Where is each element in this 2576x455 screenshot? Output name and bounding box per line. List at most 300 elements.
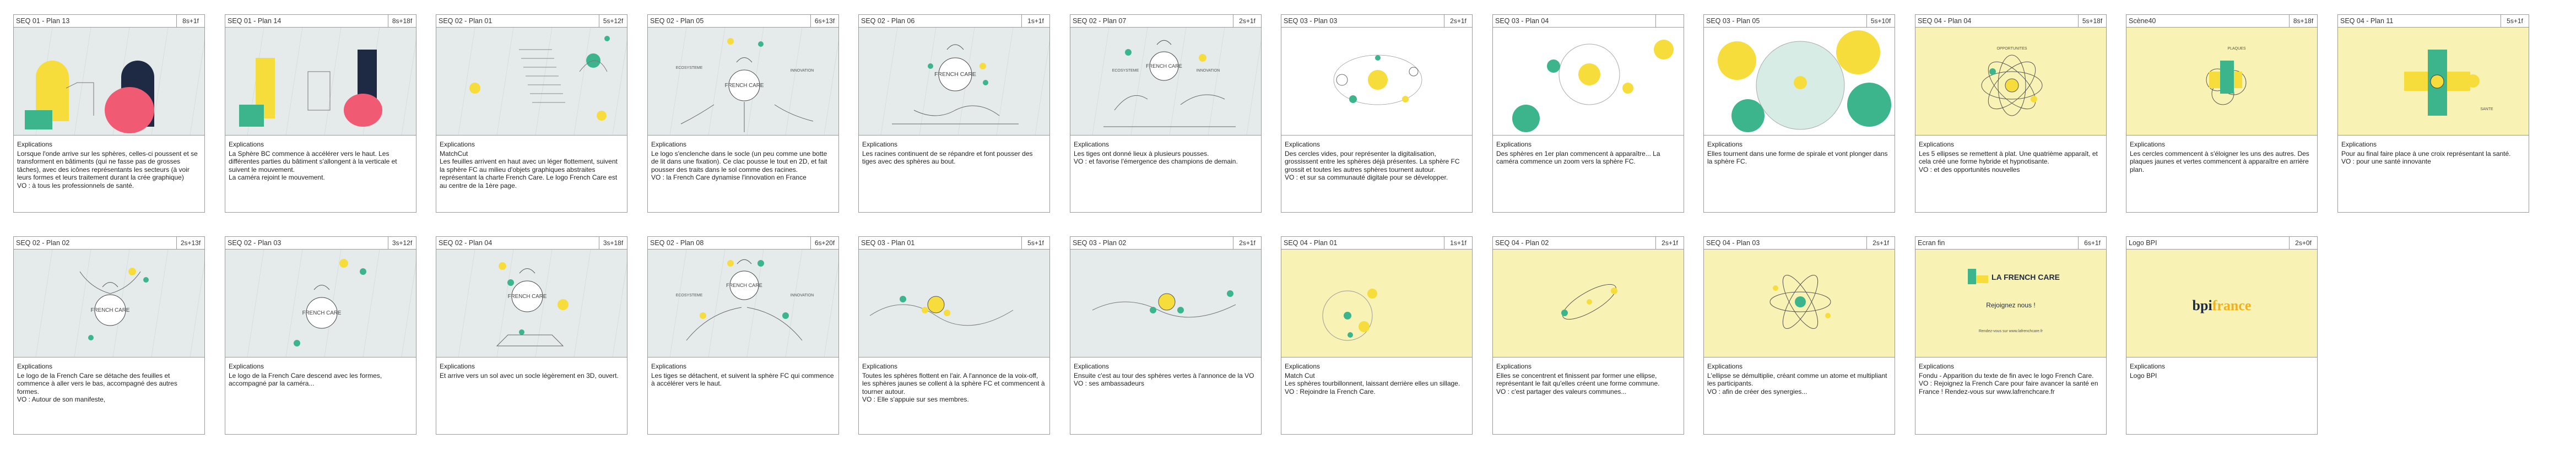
description-body: MatchCut Les feuilles arrivent en haut avec un léger flottement, suivent la sphère FC au milieu d'objets graphiques abstraites représentant la charte French Care. Le logo French Care est au centre de la 1ère page. [440,149,618,189]
dot [983,80,988,85]
panel-header [1915,15,2106,28]
description-title: Explications [1496,362,1532,370]
description-body: Le logo s'enclenche dans le socle (un peu comme une botte de lit dans une fixation). Ce clac pousse le tout en 2D, et fait pousser des traits dans le sol comme des racines. VO : la French Care dynamise l'innovation en France [651,149,827,181]
description-title: Explications [1074,362,1110,370]
dot [1227,290,1233,297]
dot [558,299,569,310]
panel-illustration [225,28,416,136]
storyboard-panel [1281,236,1473,435]
description-body: Pour au final faire place à une croix représentant la santé. VO : pour une santé innovante [2341,149,2511,165]
scene-name: SEQ 01 - Plan 14 [228,17,282,25]
sketch [648,250,838,357]
dot [339,259,348,268]
storyboard-panel [225,236,416,435]
dot [1199,54,1206,62]
shot-duration: 8s+18f [2289,15,2317,27]
description-title: Explications [440,362,475,370]
shot-duration: 5s+12f [599,15,627,27]
scene-name: SEQ 03 - Plan 04 [1495,17,1549,25]
panel-illustration [1281,250,1472,358]
plate-teal [2220,61,2234,94]
scene-name: SEQ 03 - Plan 05 [1706,17,1760,25]
shot-duration: 6s+1f [2078,237,2106,249]
scene-name: SEQ 04 - Plan 11 [2340,17,2394,25]
fc-label: FRENCH CARE [302,310,342,316]
description-title: Explications [1707,362,1743,370]
foreground-sphere [1654,40,1674,59]
storyboard-panel [1915,236,2107,435]
shot-duration: 3s+12f [388,237,416,249]
panel-illustration [2338,28,2529,136]
panel-illustration [859,28,1049,136]
sketch [1704,28,1895,135]
sketch [1493,28,1684,135]
fc-label: FRENCH CARE [724,83,764,89]
description-body: Logo BPI [2130,371,2157,380]
dot [1177,307,1184,313]
fc-sphere [1578,63,1600,85]
fc-label: FRENCH CARE [90,307,130,313]
dot [928,63,933,69]
arm-sphere [2466,74,2480,88]
storyboard-panel [647,14,839,213]
fc-sphere [1368,70,1388,90]
storyboard-panel [13,14,205,213]
sketch-note: ECOSYSTEME [1112,69,1139,73]
scene-name: SEQ 03 - Plan 02 [1073,239,1127,247]
sphere [1359,321,1370,332]
sketch [436,250,627,357]
fc-sphere [928,296,944,313]
panel-description [862,362,1046,404]
small-sphere [597,111,607,121]
shot-duration: 5s+1f [2501,15,2529,27]
sketch [1704,250,1895,357]
panel-description [2130,362,2314,380]
description-body: Les 5 ellipses se remettent à plat. Une quatrième apparaît, et cela créé une forme hybride et hypnotisante. VO : et des opportunités nouvelles [1919,149,2098,174]
panel-header [14,237,204,250]
panel-illustration [1281,28,1472,136]
description-body: Les tiges se détachent, et suivent la sphère FC qui commence à accélérer vers le haut. [651,371,834,387]
tower-teal [239,105,264,127]
panel-description [1707,362,1891,396]
sketch [859,250,1049,357]
panel-header [1915,237,2106,250]
sketch [1915,250,2106,357]
description-body: Le logo de la French Care descend avec les formes, accompagné par la caméra... [229,371,382,387]
fc-label: FRENCH CARE [934,71,976,78]
panel-illustration [2126,28,2317,136]
panel-header [1281,237,1472,250]
sketch-note: OPPORTUNITES [1996,47,2027,51]
storyboard-panel [647,236,839,435]
foreground-sphere [1512,105,1540,132]
storyboard-panel [1070,14,1262,213]
panel-illustration [436,250,627,358]
dot [922,307,928,313]
panel-description [1919,140,2103,174]
shot-duration: 2s+1f [1233,15,1261,27]
panel-illustration [14,28,204,136]
storyboard-panel [1070,236,1262,435]
description-title: Explications [229,140,264,148]
dot [499,262,506,270]
sketch [14,28,204,135]
center-sphere [2431,75,2444,88]
scene-name: SEQ 02 - Plan 04 [439,239,493,247]
storyboard-panel [436,236,627,435]
dot [1125,49,1132,56]
tower-pink [344,94,382,127]
panel-header [1070,237,1261,250]
panel-illustration [648,250,838,358]
dot [143,277,149,283]
sphere [1718,41,1756,80]
panel-header [1281,15,1472,28]
sketch [1493,250,1684,357]
scene-name: Ecran fin [1918,239,1945,247]
description-title: Explications [2341,140,2377,148]
panel-description [1496,140,1680,166]
sketch-note: ECOSYSTEME [675,66,703,70]
shot-duration: 2s+1f [1444,15,1472,27]
shot-duration: 6s+20f [810,237,838,249]
shot-duration: 1s+1f [1444,237,1472,249]
sketch [225,250,416,357]
shot-duration: 8s+18f [388,15,416,27]
scene-name: SEQ 02 - Plan 05 [650,17,704,25]
building-dome [36,61,69,94]
description-body: Lorsque l'onde arrive sur les sphères, celles-ci poussent et se transforment en bâtiments (qui ne fasse pas de grosses tâches), avec des icônes représentants les secteurs (à voir leurs formes et leurs traitement durant la crée graphique) VO : à tous les professionnels de santé. [17,149,198,189]
description-body: Des sphères en 1er plan commencent à apparaître... La caméra commence un zoom vers la sphère FC. [1496,149,1660,165]
shot-duration: 2s+1f [1233,237,1261,249]
end-url: Rendez-vous sur www.lafrenchcare.fr [1978,329,2043,333]
storyboard-panel [2337,14,2529,213]
dot [604,36,610,41]
description-body: Toutes les sphères flottent en l'air. A l'annonce de la voix-off, les sphères jaunes se collent à la sphère FC et commencent à tourner autour. VO : Elle s'appuie sur ses membres. [862,371,1045,403]
description-title: Explications [1919,362,1955,370]
sketch [859,28,1049,135]
dot [1344,312,1351,319]
shot-duration: 2s+1f [1655,237,1684,249]
shot-duration: 2s+0f [2289,237,2317,249]
sketch-note: INNOVATION [1196,69,1220,73]
panel-description [1496,362,1680,396]
shot-duration: 5s+18f [2078,15,2106,27]
storyboard-panel [2126,14,2318,213]
dot [2031,96,2037,102]
sketch [2126,28,2317,135]
dot [1611,288,1617,294]
panel-illustration [648,28,838,136]
dot [1587,299,1592,305]
scene-name: SEQ 04 - Plan 03 [1706,239,1760,247]
sketch [2338,28,2529,135]
description-title: Explications [1496,140,1532,148]
panel-illustration [1493,250,1684,358]
description-body: Le logo de la French Care se détache des feuilles et commence à aller vers le bas, accompagné des autres formes. VO : Autour de son manifeste, [17,371,177,403]
panel-description [1707,140,1891,166]
dot [294,340,300,346]
sphere [1402,96,1409,102]
shot-duration: 3s+18f [599,237,627,249]
storyboard-panel [1915,14,2107,213]
description-title: Explications [862,140,898,148]
description-title: Explications [651,140,687,148]
description-title: Explications [1285,140,1321,148]
storyboard-panel [1492,14,1684,213]
sketch [1915,28,2106,135]
description-body: Les cercles commencent à s'éloigner les uns des autres. Des plaques jaunes et vertes commencent à apparaître en arrière plan. [2130,149,2309,174]
panel-header [859,15,1049,28]
dot [1773,285,1778,291]
shot-duration: 2s+1f [1866,237,1895,249]
scene-name: SEQ 04 - Plan 04 [1918,17,1972,25]
panel-header [859,237,1049,250]
panel-header [1070,15,1261,28]
panel-header [1704,237,1895,250]
panel-description [17,140,201,189]
sketch [14,250,204,357]
shot-duration: 6s+13f [810,15,838,27]
shot-duration: 2s+13f [176,237,204,249]
description-body: Match Cut Les sphères tourbillonnent, laissant derrière elles un sillage. VO : Rejoindre la French Care. [1285,371,1460,396]
panel-header [225,15,416,28]
dot [979,63,986,69]
description-title: Explications [440,140,475,148]
scene-name: SEQ 04 - Plan 02 [1495,239,1549,247]
sketch-note: PLAQUES [2227,47,2246,51]
dot [360,268,366,275]
storyboard-panel [858,236,1050,435]
panel-illustration [1704,250,1895,358]
description-title: Explications [651,362,687,370]
dot [128,268,136,275]
scene-name: SEQ 03 - Plan 01 [861,239,915,247]
dot [1989,68,1996,75]
small-sphere [469,83,480,94]
sphere [1731,99,1765,132]
storyboard-panel [1703,14,1895,213]
panel-description [862,140,1046,166]
building-pink [105,87,154,133]
description-title: Explications [1707,140,1743,148]
storyboard-panel [1281,14,1473,213]
description-title: Explications [1919,140,1955,148]
sketch [648,28,838,135]
small-sphere [758,41,764,47]
shot-duration [1655,15,1684,27]
sphere [1547,59,1560,73]
dot [88,335,94,340]
sketch-note: INNOVATION [790,69,814,73]
panel-illustration [436,28,627,136]
shot-duration: 5s+1f [1021,237,1049,249]
sphere [1349,95,1357,103]
sphere [1375,55,1381,61]
panel-description [651,140,835,182]
scene-name: SEQ 02 - Plan 02 [16,239,70,247]
description-title: Explications [2130,362,2166,370]
panel-header [2126,237,2317,250]
sphere [1847,83,1891,127]
dot [1347,332,1353,338]
sketch-note: ECOSYSTEME [675,294,703,297]
description-title: Explications [1074,140,1110,148]
panel-description [1285,140,1469,182]
panel-header [2126,15,2317,28]
description-title: Explications [229,362,264,370]
scene-name: SEQ 01 - Plan 13 [16,17,70,25]
background [1281,250,1472,357]
panel-illustration [859,250,1049,358]
sphere [1794,76,1807,89]
scene-name: SEQ 04 - Plan 01 [1284,239,1338,247]
panel-description [440,362,624,380]
storyboard-panel [225,14,416,213]
storyboard [13,14,2569,444]
panel-header [1493,237,1684,250]
background [1070,28,1261,135]
sketch [2126,250,2317,357]
panel-description [1074,362,1258,388]
panel-header [1704,15,1895,28]
dot [1150,307,1156,313]
dot [900,296,906,302]
scene-name: SEQ 02 - Plan 07 [1073,17,1127,25]
scene-name: SEQ 02 - Plan 03 [228,239,282,247]
panel-header [2338,15,2529,28]
panel-illustration [225,250,416,358]
sketch-note: INNOVATION [790,294,814,297]
description-body: Les racines continuent de se répandre et font pousser des tiges avec des sphères au bout. [862,149,1033,165]
description-body: Fondu - Apparition du texte de fin avec le logo French Care. VO : Rejoignez la French Care pour faire avancer la santé en France ! Rendez-vous sur www.lafrenchcare.fr [1919,371,2098,396]
description-body: La Sphère BC commence à accélérer vers le haut. Les différentes parties du bâtiment s'allongent à la verticale et suivent le mouvement. La caméra rejoint le mouvement. [229,149,397,181]
description-title: Explications [17,140,53,148]
description-title: Explications [2130,140,2166,148]
panel-description [2341,140,2525,166]
small-sphere [727,38,734,45]
storyboard-panel [436,14,627,213]
center-sphere [1795,296,1806,307]
sketch [1070,28,1261,135]
scene-name: Logo BPI [2129,239,2157,247]
dot [1561,310,1568,316]
panel-header [648,237,838,250]
description-title: Explications [17,362,53,370]
dot [700,312,706,319]
panel-illustration [1915,250,2106,358]
description-body: Et arrive vers un sol avec un socle légèrement en 3D, ouvert. [440,371,619,380]
scene-name: SEQ 02 - Plan 06 [861,17,915,25]
description-body: Elles se concentrent et finissent par former une ellipse, représentant le fait qu'elles créent une forme commune. VO : c'est partager des valeurs communes... [1496,371,1660,396]
panel-header [648,15,838,28]
fc-label: FRENCH CARE [507,294,547,300]
storyboard-panel [2126,236,2318,435]
fc-sphere [1159,294,1175,310]
panel-description [17,362,201,404]
panel-description [1919,362,2103,396]
panel-illustration [1493,28,1684,136]
panel-illustration [1070,250,1261,358]
sketch [1070,250,1261,357]
panel-illustration [2126,250,2317,358]
end-cta: Rejoignez nous ! [1986,301,2036,309]
shot-duration: 5s+10f [1866,15,1895,27]
dot [944,310,950,316]
panel-illustration [14,250,204,358]
storyboard-panel [1703,236,1895,435]
panel-description [651,362,835,388]
sketch [225,28,416,135]
sphere [1836,30,1880,74]
sphere [1622,83,1633,94]
description-title: Explications [1285,362,1321,370]
sphere [1367,289,1377,299]
scene-name: SEQ 02 - Plan 08 [650,239,704,247]
description-body: Ensuite c'est au tour des sphères vertes à l'annonce de la VO VO : ses ambassadeurs [1074,371,1254,387]
description-body: Elles tournent dans une forme de spirale et vont plonger dans la sphère FC. [1707,149,1888,165]
center-sphere [2005,79,2018,92]
panel-header [436,237,627,250]
fc-label: FRENCH CARE [726,283,762,288]
panel-description [2130,140,2314,174]
dot [1825,313,1831,318]
panel-description [440,140,624,189]
dot [519,329,524,335]
storyboard-panel [13,236,205,435]
dot [782,312,789,319]
background [648,250,838,357]
panel-description [229,362,413,388]
panel-header [436,15,627,28]
scene-name: SEQ 03 - Plan 03 [1284,17,1338,25]
bpi-logo: bpifrance [2192,297,2252,313]
scene-name: SEQ 02 - Plan 01 [439,17,493,25]
panel-description [229,140,413,182]
sketch [436,28,627,135]
description-body: Des cercles vides, pour représenter la digitalisation, grossissent entre les sphères déjà présentes. La sphère FC grossit et toutes les autres sphères tournent autour. VO : et sur sa communauté digitale pour se développer. [1285,149,1460,181]
scene-name: Scène40 [2129,17,2156,25]
panel-header [1493,15,1684,28]
storyboard-panel [858,14,1050,213]
fc-label: FRENCH CARE [1146,63,1182,69]
storyboard-panel [1492,236,1684,435]
description-body: L'ellipse se démultiplie, créant comme un atome et multipliant les participants. VO : afin de créer des synergies... [1707,371,1887,396]
shot-duration: 1s+1f [1021,15,1049,27]
description-body: Les tiges ont donné lieux à plusieurs pousses. VO : et favorise l'émergence des champions de demain. [1074,149,1238,165]
sketch-note: SANTE [2480,107,2493,111]
panel-description [1074,140,1258,166]
panel-illustration [1070,28,1261,136]
end-logo: LA FRENCH CARE [1991,273,2060,281]
panel-header [225,237,416,250]
shot-duration: 8s+1f [176,15,204,27]
panel-header [14,15,204,28]
dot [727,260,734,267]
dot [757,260,764,267]
dot [507,279,514,286]
building-teal [25,110,52,129]
logo-bar [1976,275,1988,283]
panel-description [1285,362,1469,396]
panel-illustration [1704,28,1895,136]
description-title: Explications [862,362,898,370]
panel-illustration [1915,28,2106,136]
background [859,250,1049,357]
sketch [1281,28,1472,135]
logo-bar [1968,269,1976,284]
